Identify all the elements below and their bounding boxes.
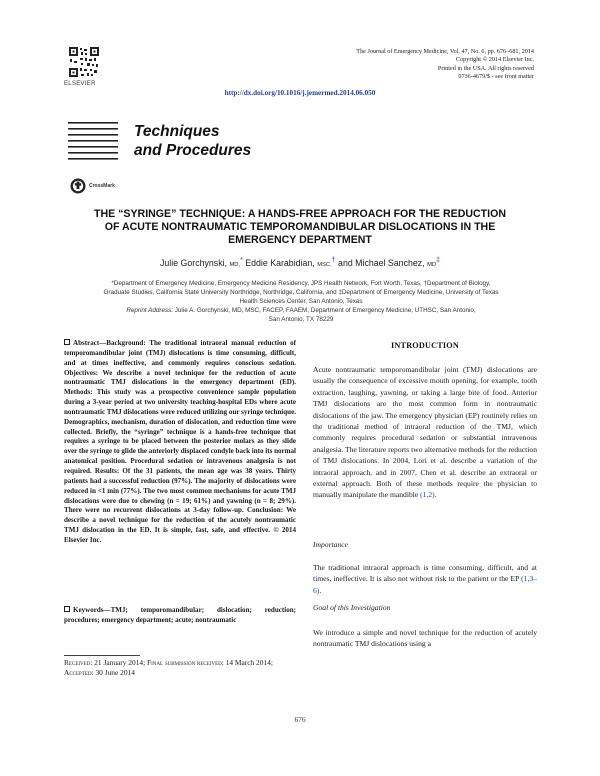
author-mark: * bbox=[240, 257, 243, 264]
reprint-line: Julie A. Gorchynski, MD, MSC, FACEP, FAAEM, Department of Emergency Medicine, UTHSC, San Antonio, bbox=[174, 307, 476, 315]
section-banner-line1: Techniques bbox=[134, 123, 220, 140]
section-banner bbox=[134, 122, 251, 160]
author-list bbox=[0, 257, 600, 268]
page-number: 676 bbox=[294, 715, 306, 724]
journal-info bbox=[356, 48, 534, 82]
article-title bbox=[64, 208, 536, 247]
abstract bbox=[64, 339, 296, 546]
received-line bbox=[64, 658, 273, 668]
reprint-label: Reprint Address: bbox=[126, 307, 174, 315]
author-degree: MD, bbox=[229, 261, 241, 268]
intro-paragraph: Acute nontraumatic temporomandibular joint (TMJ) dislocations are usually the consequence of excessive mouth opening, for example, tooth extraction, laughing, yawning, or taking a large bite of food. Anterior TMJ dislocations are the most common form in nontraumatic dislocations of the jaw. The emergency physician (EP) routinely relies on the traditional method of intraoral reduction of the TMJ, which commonly requires procedural sedation or substantial intravenous analgesia. The literature reports two alternative methods for the reduction of TMJ dislocations. In 2004, Lori et al. describe a variation of the intraoral approach, and in 2007, Chen et al. describe an extraoral or external approach. Both of these methods require the physician to manually manipulate the mandible (1,2). bbox=[313, 365, 537, 500]
title-line: OF ACUTE NONTRAUMATIC TEMPOROMANDIBULAR DISLOCATIONS IN THE bbox=[104, 221, 496, 233]
journal-rights: Printed in the USA. All rights reserved bbox=[437, 64, 534, 72]
publisher-name: ELSEVIER bbox=[64, 81, 96, 87]
goal-subheading: Goal of this Investigation bbox=[313, 603, 391, 612]
importance-paragraph: The traditional intraoral approach is time consuming, difficult, and at times, ineffective. It is also not without risk to the patient or the EP (1,3–6). bbox=[313, 563, 537, 595]
abstract-text: Abstract—Background: The traditional intraoral manual reduction of temporomandibular joint (TMJ) dislocations is time consuming, difficult, and at times ineffective, and commonly requires conscious sedation. Objectives: We describe a novel technique for the reduction of acute nontraumatic TMJ dislocations in the emergency department (ED). Methods: This study was a prospective convenience sample population during a 3-year period at two university teaching-hospital EDs where acute nontraumatic TMJ dislocations were reduced utilizing our syringe technique. Demographics, mechanism, duration of dislocation, and reduction time were collected. Briefly, the “syringe” technique is a hands-free technique that requires a syringe to be placed between the posterior molars as they slide over the syringe to glide the anteriorly displaced condyle back into its normal anatomical position. Procedural sedation or intravenous analgesia is not required. Results: Of the 31 patients, the mean age was 38 years. Thirty patients had a successful reduction (97%). The majority of dislocations were reduced in <1 min (77%). The two most common mechanisms for acute TMJ dislocations were due to chewing (n = 19; 61%) and yawning (n = 8; 29%). There were no recurrent dislocations at 3-day follow-up. Conclusion: We describe a novel technique for the reduction of the acutely nontraumatic TMJ dislocation in the ED. It is simple, fast, safe, and effective. © 2014 Elsevier Inc. bbox=[64, 339, 297, 544]
doi-link[interactable]: http://dx.doi.org/10.1016/j.jemermed.2014.06.050 bbox=[224, 89, 376, 97]
affiliation-line: *Department of Emergency Medicine, Emergency Medicine Residency, JPS Health Network, Fort Worth, Texas, †Department of Biology, bbox=[111, 280, 491, 287]
journal-issn: 0736-4679/$ - see front matter bbox=[458, 73, 534, 81]
crossmark-button[interactable] bbox=[70, 178, 115, 194]
section-banner-line2: and Procedures bbox=[134, 142, 252, 159]
author-degree: MSC, bbox=[317, 261, 332, 268]
crossmark-icon bbox=[70, 178, 86, 194]
journal-citation: The Journal of Emergency Medicine, Vol. 47, No. 6, pp. 676–681, 2014 bbox=[356, 48, 534, 55]
final-label: Final submission received: bbox=[147, 658, 224, 667]
affiliation-line: Health Sciences Center, San Antonio, Texas bbox=[239, 298, 363, 306]
final-date: 14 March 2014; bbox=[225, 658, 273, 667]
affiliation-line: Graduate Studies, California State University Northridge, Northridge, California, and ‡Department of Emergency Medicine, University of Texas bbox=[103, 289, 499, 297]
checkbox-square-icon bbox=[64, 606, 70, 612]
section-lines-icon bbox=[68, 120, 118, 160]
intro-paragraph-text: Acute nontraumatic temporomandibular joint (TMJ) dislocations are usually the consequence of excessive mouth opening, for example, tooth extraction, laughing, yawning, or taking a large bite of food. Anterior TMJ dislocations are the most common form in nontraumatic dislocations of the jaw. The emergency physician (EP) routinely relies on the traditional method of intraoral reduction of the TMJ, which commonly requires procedural sedation or substantial intravenous analgesia. The literature reports two alternative methods for the reduction of TMJ dislocations. In 2004, Lori et al. describe a variation of the intraoral approach, and in 2007, Chen et al. describe an extraoral or external approach. Both of these methods require the physician to manually manipulate the mandible bbox=[313, 365, 537, 500]
checkbox-square-icon bbox=[64, 339, 70, 345]
keywords bbox=[64, 605, 296, 625]
received-dates bbox=[64, 658, 273, 679]
footer-divider bbox=[64, 655, 140, 656]
accepted-date: 30 June 2014 bbox=[95, 668, 135, 678]
accepted-label: Accepted: bbox=[64, 668, 94, 678]
journal-copyright: Copyright © 2014 Elsevier Inc. bbox=[455, 56, 534, 64]
author-name: and Michael Sanchez, bbox=[338, 257, 425, 268]
received-date: 21 January 2014; bbox=[94, 658, 146, 667]
citation-link[interactable]: (1,2) bbox=[420, 490, 435, 500]
author-name: Julie Gorchynski, bbox=[160, 257, 227, 268]
accepted-line bbox=[64, 668, 273, 678]
received-label: Received: bbox=[64, 658, 93, 667]
author-mark: † bbox=[331, 257, 336, 264]
goal-paragraph: We introduce a simple and novel technique for the reduction of acutely nontraumatic TMJ dislocations using a bbox=[313, 628, 537, 649]
reprint-line: San Antonio, TX 78229 bbox=[268, 316, 334, 324]
importance-subheading: Importance bbox=[313, 540, 349, 549]
introduction-heading: INTRODUCTION bbox=[391, 341, 459, 350]
publisher-logo-icon bbox=[68, 46, 100, 78]
title-line: THE “SYRINGE” TECHNIQUE: A HANDS-FREE APPROACH FOR THE REDUCTION bbox=[94, 208, 506, 220]
author-mark: ‡ bbox=[436, 257, 440, 264]
author-name: Eddie Karabidian, bbox=[245, 257, 315, 268]
crossmark-label: CrossMark bbox=[89, 183, 115, 189]
reprint-address bbox=[66, 306, 536, 315]
author-degree: MD bbox=[427, 261, 437, 268]
citation-link[interactable]: (1,3–6) bbox=[313, 574, 537, 595]
affiliations bbox=[66, 279, 536, 324]
title-line: EMERGENCY DEPARTMENT bbox=[228, 234, 372, 246]
keywords-text: Keywords—TMJ; temporomandibular; dislocation; reduction; procedures; emergency department; acute; nontraumatic bbox=[64, 606, 296, 624]
importance-paragraph-text: The traditional intraoral approach is time consuming, difficult, and at times, ineffective. It is also not without risk to the patient or the EP bbox=[313, 563, 537, 584]
